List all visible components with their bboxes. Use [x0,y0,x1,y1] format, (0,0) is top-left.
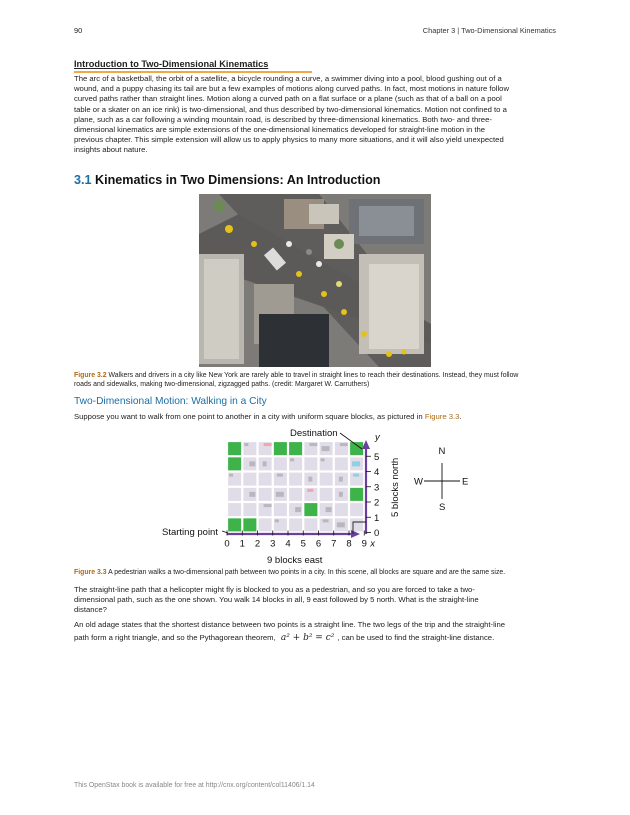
running-header: Chapter 3 | Two-Dimensional Kinematics [422,26,556,35]
intro-underline [74,71,312,73]
y-tick-label: 1 [374,512,380,524]
building [309,443,317,446]
x-axis-letter: x [370,538,375,550]
city-street-photo [199,194,431,367]
city-block [320,488,333,501]
building [264,504,272,507]
building [290,458,294,461]
north-distance-label: 5 blocks north [390,457,401,517]
x-tick-label: 9 [361,538,367,550]
city-block [259,488,272,501]
figure-3-2-caption: Figure 3.2 Walkers and drivers in a city like New York are rarely able to travel in straight lines to reach their destinations. Instead, they must follow roads and sidewalks, making two-dimensional, zigzagged paths. (credit: Margaret W. Carruthers) [74,372,519,388]
x-tick-label: 5 [300,538,306,550]
paragraph-straight-line: The straight-line path that a helicopter might fly is blocked to you as a pedestrian, and so you are forced to take a two- dimensional path, such as the one shown. You walk 14 blocks in all, 9 east followed by 5 north. What is the straight-line distance? [74,585,479,615]
x-tick-label: 3 [270,538,276,550]
section-heading [74,173,380,187]
city-block [304,518,317,531]
intro-paragraph: The arc of a basketball, the orbit of a satellite, a bicycle rounding a curve, a swimmer diving into a pool, blood gushing out of a wound, and a puppy chasing its tail are but a few examples of motions along curved paths. In fact, most motions in nature follow curved paths rather than straight lines. Motion along a curved path on a flat surface or a plane (such as that of a ball on a pool table or a skater on an ice rink) is two-dimensional, and thus described by two-dimensional kinematics. Motion not confined to a plane, such as a car following a winding mountain road, is described by three-dimensional kinematics. Both two- and three- dimensional kinematics are simple extensions of the one-dimensional kinematics developed for straight-line motion in the previous chapter. This simple extension will allow us to apply physics to many more situations, and it will also yield unexpected insights about nature. [74,74,510,155]
building [307,489,313,492]
pythagorean-equation: a² + b² = c² [280,633,335,644]
building [339,492,343,497]
park-block [228,518,241,531]
building [263,461,267,466]
park-block [274,442,287,455]
figure-3-3-label: Figure 3.3 [74,569,107,576]
compass-south: S [439,502,446,513]
city-block [320,473,333,486]
city-block [335,503,348,516]
compass-west: W [414,476,423,488]
building [322,446,330,451]
starting-point-label: Starting point [162,527,218,538]
figure-3-3-caption: Figure 3.3 A pedestrian walks a two-dimensional path between two points in a city. In this scene, all blocks are square and are the same size. [74,569,506,576]
north-path-arrowhead [362,440,370,449]
building [323,519,329,522]
compass-north: N [438,446,446,457]
x-tick-label: 7 [331,538,337,550]
park-block [350,488,363,501]
city-block [274,457,287,470]
building [277,474,283,477]
compass-rose [414,446,468,513]
city-block [259,518,272,531]
city-block [350,503,363,516]
building [249,461,255,466]
building [276,492,284,497]
building [308,477,312,482]
building [353,474,359,477]
y-tick-label: 3 [374,482,380,494]
city-block [289,518,302,531]
y-tick-label: 2 [374,497,380,509]
x-tick-label: 1 [239,538,245,550]
park-block [243,518,256,531]
city-block [335,457,348,470]
building [244,443,248,446]
section-title: Kinematics in Two Dimensions: An Introduction [95,173,381,187]
city-grid-diagram [150,425,480,570]
city-block [243,473,256,486]
city-blocks [228,442,363,531]
building [264,443,272,446]
city-block [228,503,241,516]
building [326,507,332,512]
x-tick-label: 6 [315,538,322,550]
x-tick-label: 8 [346,538,352,550]
x-tick-label: 0 [224,538,230,550]
figure-3-3-link[interactable]: Figure 3.3 [424,412,460,421]
city-block [259,473,272,486]
paragraph-pythagorean: An old adage states that the shortest distance between two points is a straight line. The two legs of the trip and the straight-line path form a right triangle, and so the Pythagorean theorem, a² + b² = c² , can be used to find the straight-line distance. [74,620,506,644]
page-number: 90 [74,26,83,35]
city-block [274,503,287,516]
city-block [304,457,317,470]
section-number: 3.1 [74,173,92,187]
figure-3-2-label: Figure 3.2 [74,372,107,379]
x-tick-label: 2 [254,538,261,550]
east-distance-label: 9 blocks east [267,555,323,566]
subsection-intro: Suppose you want to walk from one point to another in a city with uniform square blocks, as pictured in Figure 3.3. [74,412,462,421]
building [295,507,301,512]
city-block [228,488,241,501]
footer-note: This OpenStax book is available for free at http://cnx.org/content/col11406/1.14 [74,782,315,789]
building [275,519,279,522]
city-street-photo-art [199,194,431,367]
city-block [243,503,256,516]
park-block [228,457,241,470]
park-block [289,442,302,455]
building [340,443,348,446]
city-block [289,473,302,486]
park-block [228,442,241,455]
destination-label: Destination [290,428,338,439]
building [229,474,233,477]
subsection-heading: Two-Dimensional Motion: Walking in a City [74,396,267,407]
compass-east: E [462,476,469,488]
city-block [289,488,302,501]
building [339,477,343,482]
building [337,522,345,527]
y-tick-label: 5 [374,451,380,463]
building [321,458,325,461]
x-tick-label: 4 [285,538,291,550]
y-axis-letter: y [375,432,380,443]
building [352,461,360,466]
y-tick-label: 0 [374,528,380,539]
park-block [304,503,317,516]
intro-title: Introduction to Two-Dimensional Kinematics [74,59,269,69]
building [249,492,255,497]
y-tick-label: 4 [374,467,380,478]
city-block [350,518,363,531]
